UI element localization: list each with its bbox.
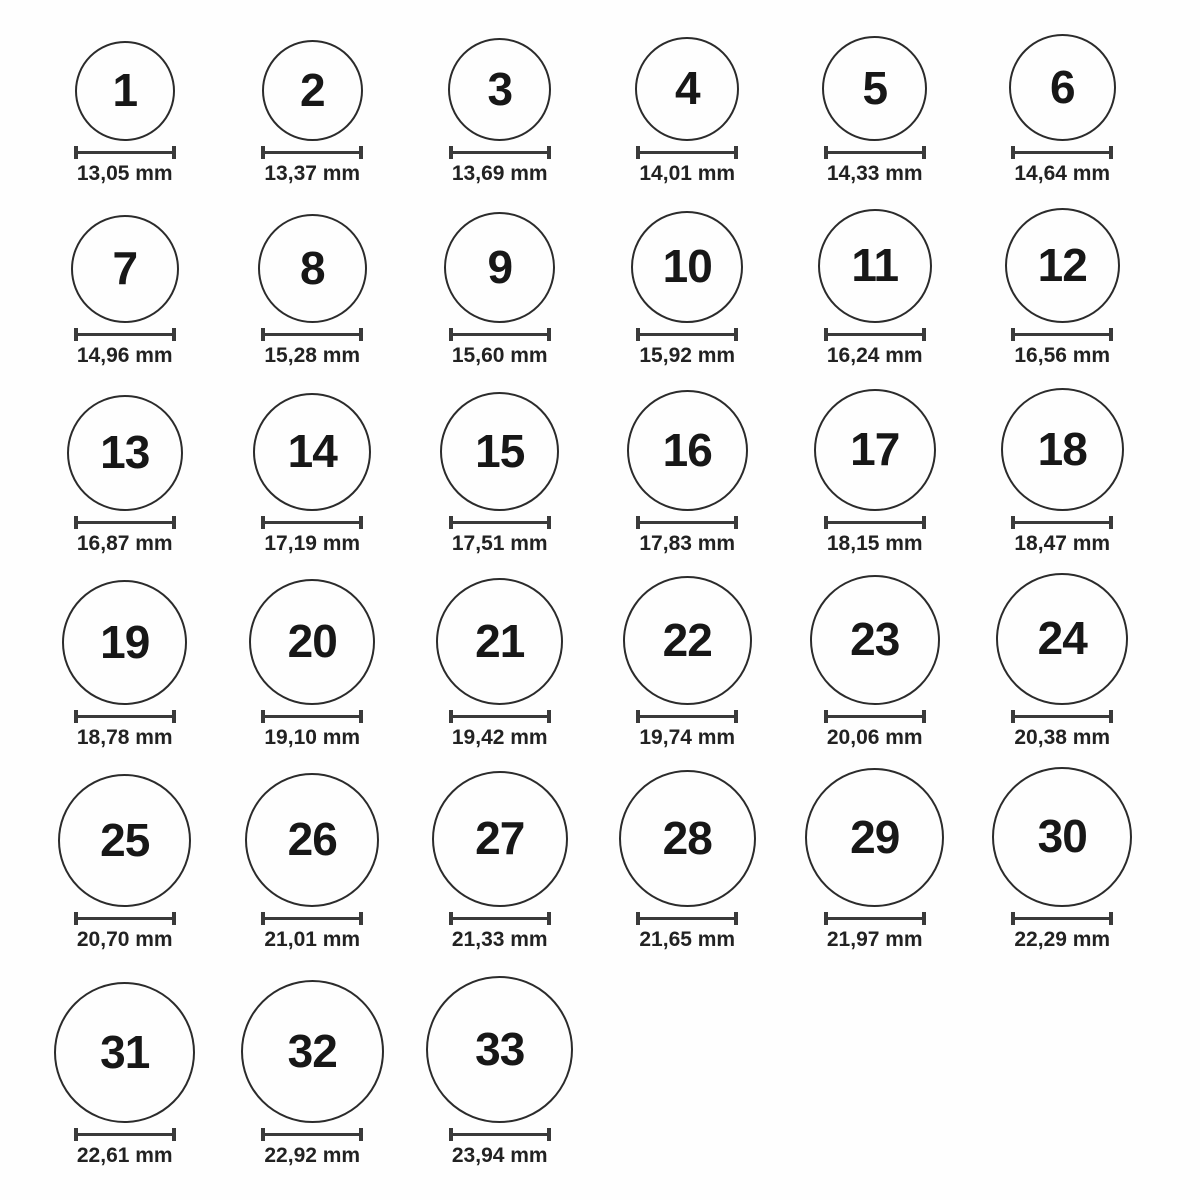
ring-size-cell	[781, 186, 969, 368]
ring-size-number: 20	[287, 615, 337, 667]
ring-size-cell	[31, 556, 219, 750]
diameter-label: 14,33 mm	[826, 162, 923, 185]
measure-bar	[449, 1133, 551, 1136]
chart-row-5	[31, 750, 1156, 952]
ring-size-number: 15	[475, 424, 525, 477]
diameter-measure-line	[449, 516, 551, 529]
ring-circle	[1009, 34, 1116, 141]
ring-size-number: 33	[475, 1022, 525, 1075]
diameter-measure-line	[1011, 912, 1113, 925]
ring-circle	[1001, 388, 1124, 511]
ring-size-number: 25	[100, 813, 150, 866]
ring-size-cell	[594, 186, 782, 368]
measure-bar	[824, 917, 926, 920]
ring-size-number: 14	[287, 425, 337, 477]
measure-bar	[261, 917, 363, 920]
diameter-measure-line	[449, 1128, 551, 1141]
diameter-measure-line	[261, 912, 363, 925]
diameter-label: 15,92 mm	[639, 344, 736, 367]
diameter-label: 14,96 mm	[76, 344, 173, 367]
ring-size-number: 13	[100, 426, 150, 478]
ring-circle	[436, 578, 563, 705]
ring-size-number: 27	[475, 812, 525, 864]
ring-size-number: 31	[100, 1025, 150, 1078]
ring-size-number: 9	[487, 240, 513, 293]
ring-size-number: 4	[674, 62, 700, 114]
ring-circle	[814, 389, 936, 511]
ring-circle	[444, 212, 555, 323]
ring-size-number: 17	[850, 423, 900, 475]
ring-circle	[1005, 208, 1120, 323]
ring-size-number: 2	[299, 63, 325, 116]
ring-circle	[822, 36, 927, 141]
measure-bar	[449, 521, 551, 524]
ring-size-cell	[31, 4, 219, 186]
diameter-label: 13,37 mm	[264, 162, 361, 185]
diameter-label: 22,92 mm	[264, 1144, 361, 1167]
chart-row-1	[31, 4, 1156, 186]
measure-bar	[1011, 521, 1113, 524]
ring-circle	[623, 576, 752, 705]
ring-size-cell	[219, 4, 407, 186]
diameter-label: 15,60 mm	[451, 344, 548, 367]
ring-circle	[67, 395, 183, 511]
ring-circle	[258, 214, 367, 323]
ring-size-number: 11	[851, 239, 899, 291]
diameter-measure-line	[261, 516, 363, 529]
measure-bar	[74, 1133, 176, 1136]
diameter-measure-line	[636, 146, 738, 159]
ring-size-cell	[406, 368, 594, 556]
measure-bar	[636, 333, 738, 336]
ring-size-cell	[31, 750, 219, 952]
ring-size-number: 16	[662, 423, 712, 476]
diameter-label: 18,15 mm	[826, 532, 923, 555]
ring-circle	[75, 41, 175, 141]
diameter-measure-line	[824, 516, 926, 529]
ring-circle	[619, 770, 756, 907]
ring-size-cell	[219, 750, 407, 952]
ring-circle	[627, 390, 748, 511]
ring-circle	[448, 38, 551, 141]
ring-size-number: 8	[299, 241, 325, 294]
measure-bar	[824, 333, 926, 336]
measure-bar	[449, 715, 551, 718]
ring-size-cell	[969, 186, 1157, 368]
diameter-label: 17,19 mm	[264, 532, 361, 555]
measure-bar	[636, 521, 738, 524]
diameter-label: 19,42 mm	[451, 726, 548, 749]
ring-size-number: 3	[487, 62, 513, 115]
diameter-label: 15,28 mm	[264, 344, 361, 367]
diameter-measure-line	[824, 710, 926, 723]
measure-bar	[74, 333, 176, 336]
ring-size-cell	[406, 556, 594, 750]
ring-size-number: 23	[850, 613, 900, 665]
measure-bar	[449, 333, 551, 336]
diameter-measure-line	[74, 1128, 176, 1141]
measure-bar	[261, 333, 363, 336]
ring-circle	[241, 980, 384, 1123]
measure-bar	[261, 715, 363, 718]
measure-bar	[824, 151, 926, 154]
ring-size-cell	[781, 750, 969, 952]
measure-bar	[261, 1133, 363, 1136]
ring-size-cell	[219, 186, 407, 368]
ring-size-cell	[219, 368, 407, 556]
diameter-label: 17,51 mm	[451, 532, 548, 555]
diameter-measure-line	[636, 516, 738, 529]
chart-row-4	[31, 556, 1156, 750]
diameter-label: 17,83 mm	[639, 532, 736, 555]
ring-circle	[253, 393, 371, 511]
diameter-measure-line	[1011, 328, 1113, 341]
ring-size-cell	[781, 368, 969, 556]
ring-size-number: 6	[1049, 60, 1075, 113]
ring-size-number: 7	[112, 242, 138, 294]
diameter-label: 19,74 mm	[639, 726, 736, 749]
measure-bar	[261, 151, 363, 154]
diameter-label: 21,65 mm	[639, 928, 736, 951]
ring-size-number: 18	[1037, 422, 1087, 475]
ring-size-number: 26	[287, 813, 337, 865]
ring-circle	[805, 768, 944, 907]
ring-size-number: 32	[287, 1024, 337, 1077]
ring-size-number: 19	[100, 615, 150, 668]
diameter-label: 16,24 mm	[826, 344, 923, 367]
ring-size-number: 24	[1037, 612, 1087, 664]
ring-size-cell	[969, 556, 1157, 750]
diameter-label: 20,38 mm	[1014, 726, 1111, 749]
ring-size-number: 29	[850, 810, 900, 863]
ring-size-number: 5	[862, 61, 888, 114]
diameter-measure-line	[1011, 710, 1113, 723]
ring-size-cell	[31, 186, 219, 368]
diameter-label: 22,29 mm	[1014, 928, 1111, 951]
ring-circle	[426, 976, 573, 1123]
ring-circle	[432, 771, 568, 907]
ring-circle	[262, 40, 363, 141]
ring-size-cell	[969, 368, 1157, 556]
diameter-measure-line	[636, 710, 738, 723]
diameter-measure-line	[74, 912, 176, 925]
measure-bar	[261, 521, 363, 524]
ring-circle	[440, 392, 559, 511]
ring-size-cell	[31, 952, 219, 1168]
diameter-label: 18,47 mm	[1014, 532, 1111, 555]
diameter-measure-line	[261, 146, 363, 159]
ring-circle	[249, 579, 375, 705]
diameter-measure-line	[1011, 146, 1113, 159]
ring-circle	[62, 580, 187, 705]
measure-bar	[449, 151, 551, 154]
diameter-measure-line	[261, 1128, 363, 1141]
ring-circle	[818, 209, 932, 323]
diameter-measure-line	[636, 912, 738, 925]
diameter-measure-line	[74, 328, 176, 341]
ring-circle	[996, 573, 1128, 705]
diameter-label: 14,64 mm	[1014, 162, 1111, 185]
ring-size-number: 1	[112, 64, 138, 116]
ring-size-number: 12	[1037, 238, 1087, 291]
measure-bar	[74, 715, 176, 718]
diameter-measure-line	[449, 912, 551, 925]
diameter-measure-line	[449, 710, 551, 723]
measure-bar	[1011, 715, 1113, 718]
diameter-measure-line	[824, 146, 926, 159]
ring-circle	[810, 575, 940, 705]
diameter-measure-line	[74, 146, 176, 159]
ring-size-number: 22	[662, 613, 712, 666]
chart-row-2	[31, 186, 1156, 368]
diameter-label: 21,97 mm	[826, 928, 923, 951]
ring-size-number: 30	[1037, 810, 1087, 862]
diameter-label: 22,61 mm	[76, 1144, 173, 1167]
ring-size-number: 10	[662, 240, 712, 292]
ring-size-cell	[406, 750, 594, 952]
diameter-measure-line	[1011, 516, 1113, 529]
diameter-measure-line	[636, 328, 738, 341]
ring-size-cell	[969, 4, 1157, 186]
diameter-measure-line	[261, 328, 363, 341]
diameter-measure-line	[824, 328, 926, 341]
ring-size-number: 28	[662, 811, 712, 864]
ring-circle	[992, 767, 1132, 907]
measure-bar	[824, 715, 926, 718]
diameter-measure-line	[74, 710, 176, 723]
measure-bar	[74, 521, 176, 524]
ring-size-number: 21	[475, 614, 525, 667]
measure-bar	[74, 151, 176, 154]
diameter-label: 21,33 mm	[451, 928, 548, 951]
ring-size-cell	[406, 4, 594, 186]
chart-row-6	[31, 952, 1156, 1168]
ring-circle	[245, 773, 379, 907]
diameter-label: 16,56 mm	[1014, 344, 1111, 367]
diameter-measure-line	[824, 912, 926, 925]
ring-size-cell	[31, 368, 219, 556]
diameter-label: 19,10 mm	[264, 726, 361, 749]
diameter-label: 14,01 mm	[639, 162, 736, 185]
ring-size-cell	[406, 952, 594, 1168]
diameter-label: 20,70 mm	[76, 928, 173, 951]
ring-size-cell	[594, 4, 782, 186]
ring-size-cell	[781, 4, 969, 186]
ring-size-chart	[31, 0, 1156, 1168]
measure-bar	[824, 521, 926, 524]
ring-size-cell	[219, 556, 407, 750]
ring-size-cell	[969, 750, 1157, 952]
ring-size-cell	[594, 556, 782, 750]
ring-size-cell	[406, 186, 594, 368]
measure-bar	[636, 715, 738, 718]
ring-size-cell	[219, 952, 407, 1168]
diameter-label: 20,06 mm	[826, 726, 923, 749]
diameter-measure-line	[449, 328, 551, 341]
ring-size-cell	[594, 750, 782, 952]
ring-circle	[631, 211, 743, 323]
diameter-measure-line	[261, 710, 363, 723]
measure-bar	[636, 151, 738, 154]
measure-bar	[1011, 333, 1113, 336]
ring-circle	[58, 774, 191, 907]
ring-circle	[71, 215, 179, 323]
measure-bar	[449, 917, 551, 920]
ring-circle	[54, 982, 195, 1123]
diameter-measure-line	[449, 146, 551, 159]
ring-size-cell	[594, 368, 782, 556]
chart-row-3	[31, 368, 1156, 556]
diameter-label: 23,94 mm	[451, 1144, 548, 1167]
ring-circle	[635, 37, 739, 141]
measure-bar	[1011, 917, 1113, 920]
diameter-label: 13,69 mm	[451, 162, 548, 185]
diameter-label: 13,05 mm	[76, 162, 173, 185]
diameter-label: 18,78 mm	[76, 726, 173, 749]
measure-bar	[1011, 151, 1113, 154]
measure-bar	[636, 917, 738, 920]
ring-size-cell	[781, 556, 969, 750]
measure-bar	[74, 917, 176, 920]
diameter-measure-line	[74, 516, 176, 529]
diameter-label: 16,87 mm	[76, 532, 173, 555]
diameter-label: 21,01 mm	[264, 928, 361, 951]
